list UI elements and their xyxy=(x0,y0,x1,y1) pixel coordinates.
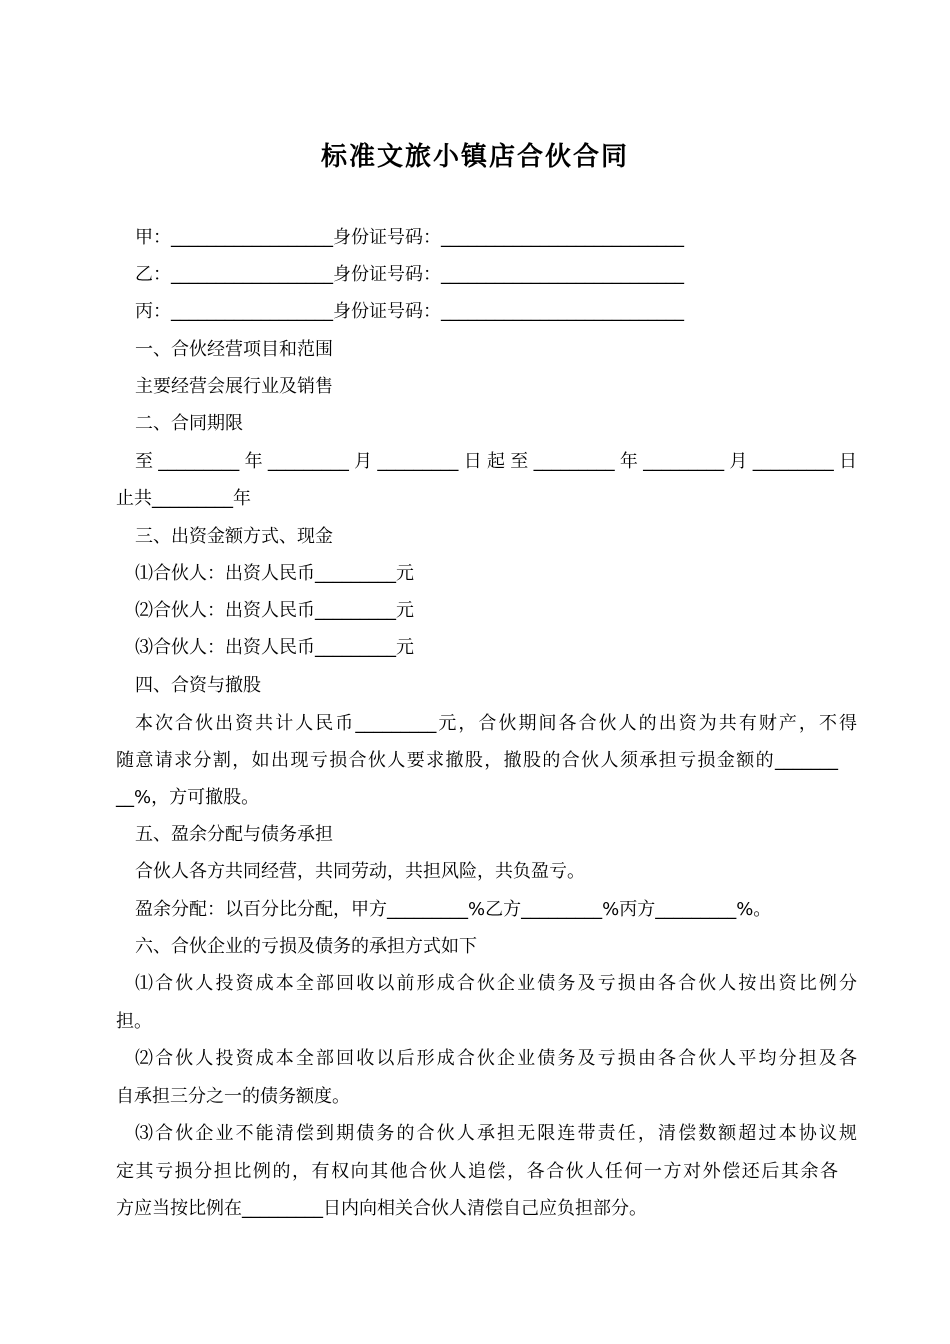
section-heading: 二、合同期限 xyxy=(135,413,243,434)
paragraph-line: 合伙人各方共同经营，共同劳动，共担风险，共负盈亏。 xyxy=(135,861,585,882)
list-item: 方应当按比例在_________日内向相关合伙人清偿自己应负担部分。 xyxy=(116,1198,647,1219)
list-item: ⑶合伙企业不能清偿到期债务的合伙人承担无限连带责任，清偿数额超过本协议规 xyxy=(135,1123,857,1144)
list-item: ⑴合伙人投资成本全部回收以前形成合伙企业债务及亏损由各合伙人按出资比例分 xyxy=(135,973,857,994)
list-item: ⑵合伙人：出资人民币_________元 xyxy=(135,600,414,621)
list-item: 定其亏损分担比例的，有权向其他合伙人追偿，各合伙人任何一方对外偿还后其余各 xyxy=(116,1161,838,1182)
section-heading: 五、盈余分配与债务承担 xyxy=(135,824,333,845)
paragraph-line: 随意请求分割，如出现亏损合伙人要求撤股，撤股的合伙人须承担亏损金额的_______ xyxy=(116,750,838,771)
list-item: ⑶合伙人：出资人民币_________元 xyxy=(135,637,414,658)
section-heading: 一、合伙经营项目和范围 xyxy=(135,339,333,360)
document-title: 标准文旅小镇店合伙合同 xyxy=(320,142,629,172)
paragraph-line: 盈余分配：以百分比分配，甲方_________%乙方_________%丙方_________%。 xyxy=(135,899,772,920)
paragraph-line: __%，方可撤股。 xyxy=(116,787,260,808)
party-b-line: 乙：__________________身份证号码：___________________________ xyxy=(135,264,684,285)
list-item: ⑵合伙人投资成本全部回收以后形成合伙企业债务及亏损由各合伙人平均分担及各 xyxy=(135,1048,857,1069)
section-heading: 六、合伙企业的亏损及债务的承担方式如下 xyxy=(135,936,477,957)
paragraph-line: 止共_________年 xyxy=(116,488,251,509)
party-a-line: 甲：__________________身份证号码：___________________________ xyxy=(135,227,684,248)
party-c-line: 丙：__________________身份证号码：___________________________ xyxy=(135,301,684,322)
paragraph-line: 至_________年_________月_________日起至_________年_________月_________日 xyxy=(135,451,857,472)
list-item: 担。 xyxy=(116,1011,152,1032)
list-item: ⑴合伙人：出资人民币_________元 xyxy=(135,563,414,584)
list-item: 自承担三分之一的债务额度。 xyxy=(116,1086,350,1107)
section-heading: 四、合资与撤股 xyxy=(135,675,261,696)
section-heading: 三、出资金额方式、现金 xyxy=(135,526,333,547)
paragraph-line: 主要经营会展行业及销售 xyxy=(135,376,333,397)
paragraph-line: 本次合伙出资共计人民币_________元，合伙期间各合伙人的出资为共有财产，不得 xyxy=(135,713,857,734)
